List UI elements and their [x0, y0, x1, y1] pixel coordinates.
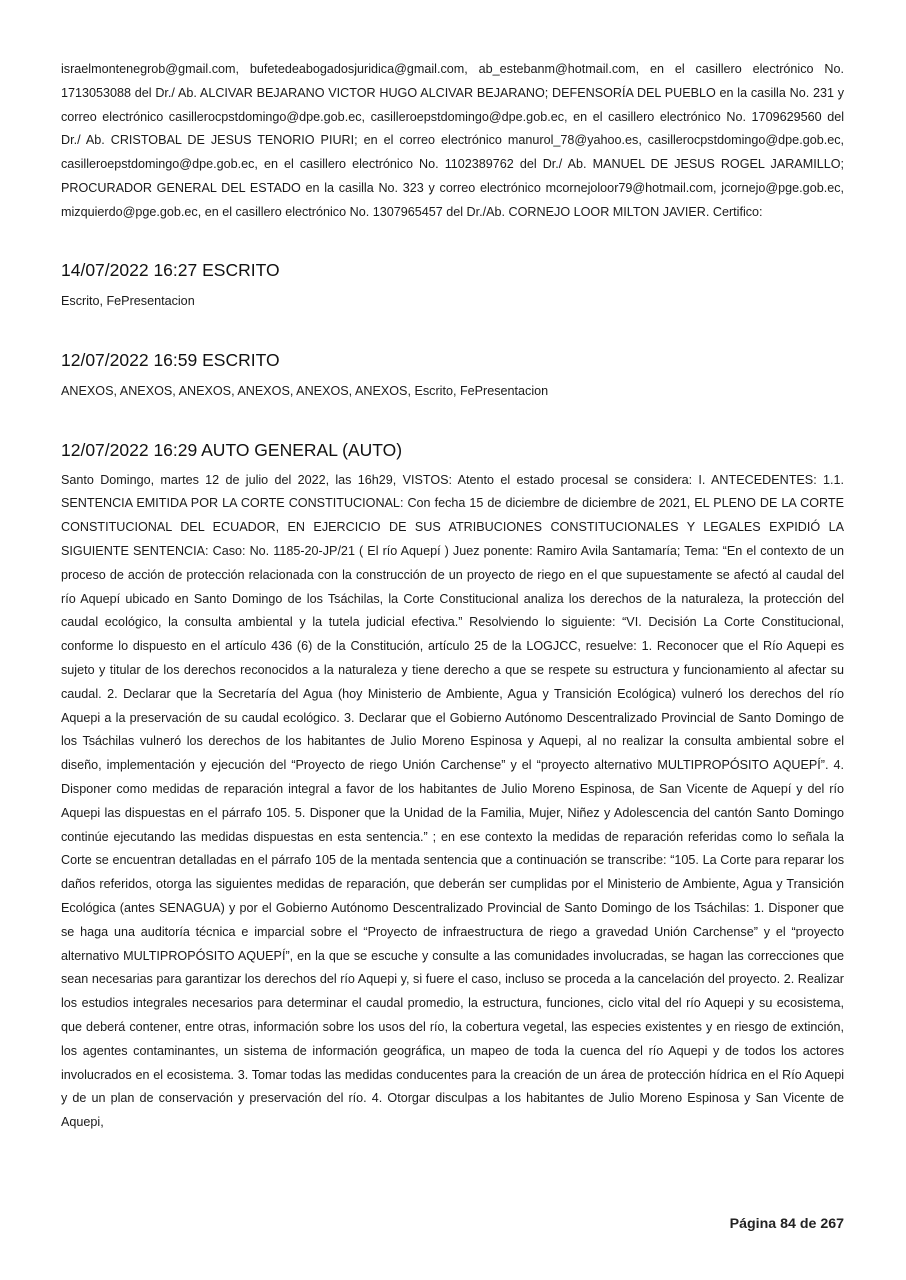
entry-escrito-2 — [61, 348, 844, 401]
entry-title: 12/07/2022 16:59 ESCRITO — [61, 349, 280, 370]
intro-paragraph: israelmontenegrob@gmail.com, bufetedeabogadosjuridica@gmail.com, ab_estebanm@hotmail.com, en el casillero electrónico No. 1713053088 del Dr./ Ab. ALCIVAR BEJARANO VICTOR HUGO ALCIVAR BEJARANO; DEFENSORÍA DEL PUEBLO en la casilla No. 231 y correo electrónico casillerocpstdomingo@dpe.gob.ec, casilleroepstdomingo@dpe.gob.ec, en el casillero electrónico No. 1709629560 del Dr./ Ab. CRISTOBAL DE JESUS TENORIO PIURI; en el correo electrónico manurol_78@yahoo.es, casillerocpstdomingo@dpe.gob.ec, casilleroepstdomingo@dpe.gob.ec, en el casillero electrónico No. 1102389762 del Dr./ Ab. MANUEL DE JESUS ROGEL JARAMILLO; PROCURADOR GENERAL DEL ESTADO en la casilla No. 323 y correo electrónico mcornejoloor79@hotmail.com, jcornejo@pge.gob.ec, mizquierdo@pge.gob.ec, en el casillero electrónico No. 1307965457 del Dr./Ab. CORNEJO LOOR MILTON JAVIER. Certifico: — [61, 62, 844, 219]
entry-body: ANEXOS, ANEXOS, ANEXOS, ANEXOS, ANEXOS, ANEXOS, Escrito, FePresentacion — [61, 383, 549, 398]
document-page — [61, 58, 844, 1135]
entry-body: Santo Domingo, martes 12 de julio del 2022, las 16h29, VISTOS: Atento el estado procesal se considera: I. ANTECEDENTES: 1.1. SENTENCIA EMITIDA POR LA CORTE CONSTITUCIONAL: Con fecha 15 de diciembre de diciembre de 2021, EL PLENO DE LA CORTE CONSTITUCIONAL DEL ECUADOR, EN EJERCICIO DE SUS ATRIBUCIONES CONSTITUCIONALES Y LEGALES EXPIDIÓ LA SIGUIENTE SENTENCIA: Caso: No. 1185-20-JP/21 ( El río Aquepí ) Juez ponente: Ramiro Avila Santamaría; Tema: “En el contexto de un proceso de acción de protección relacionada con la construcción de un proyecto de riego en el que supuestamente se afectó al caudal del río Aquepí ubicado en Santo Domingo de los Tsáchilas, la Corte Constitucional analiza los derechos de la naturaleza, la protección del caudal ecológico, la consulta ambiental y la tutela judicial efectiva.” Resolviendo lo siguiente: “VI. Decisión La Corte Constitucional, conforme lo dispuesto en el artículo 436 (6) de la Constitución, artículo 25 de la LOGJCC, resuelve: 1. Reconocer que el Río Aquepi es sujeto y titular de los derechos reconocidos a la naturaleza y tiene derecho a que se respete su estructura y funcionamiento al afectar su caudal. 2. Declarar que la Secretaría del Agua (hoy Ministerio de Ambiente, Agua y Transición Ecológica) vulneró los derechos del río Aquepi a la preservación de su caudal ecológico. 3. Declarar que el Gobierno Autónomo Descentralizado Provincial de Santo Domingo de los Tsáchilas vulneró los derechos de los habitantes de Julio Moreno Espinosa y Aquepi, al no realizar la consulta ambiental sobre el diseño, implementación y ejecución del “Proyecto de riego Unión Carchense” y el “proyecto alternativo MULTIPROPÓSITO AQUEPÍ”. 4. Disponer como medidas de reparación integral a favor de los habitantes de Julio Moreno Espinosa, de San Vicente de Aquepí y del río Aquepi las dispuestas en el párrafo 105. 5. Disponer que la Unidad de la Familia, Mujer, Niñez y Adolescencia del cantón Santo Domingo continúe ejecutando las medidas dispuestas en esta sentencia.” ; en ese contexto la medidas de reparación referidas como lo señala la Corte se encuentran detalladas en el párrafo 105 de la mentada sentencia que a continuación se transcribe: “105. La Corte para reparar los daños referidos, otorga las siguientes medidas de reparación, que deberán ser cumplidas por el Ministerio de Ambiente, Agua y Transición Ecológica (antes SENAGUA) y por el Gobierno Autónomo Descentralizado Provincial de Santo Domingo de los Tsáchilas: 1. Disponer que se haga una auditoría técnica e imparcial sobre el “Proyecto de infraestructura de riego a gravedad Unión Carchense” y el “proyecto alternativo MULTIPROPÓSITO AQUEPÍ”, en la que se escuche y consulte a las comunidades involucradas, se hagan las correcciones que sean necesarias para garantizar los derechos del río Aquepi y, si fuere el caso, incluso se proceda a la cancelación del proyecto. 2. Realizar los estudios integrales necesarios para determinar el caudal promedio, la estructura, funciones, ciclo vital del río Aquepi y su ecosistema, que deberá contener, entre otras, información sobre los usos del río, la cobertura vegetal, las especies existentes y en riesgo de extinción, los agentes contaminantes, un sistema de información geográfica, un mapeo de toda la cuenca del río Aquepi y de todos los actores involucrados en el ecosistema. 3. Tomar todas las medidas conducentes para la creación de un área de protección hídrica en el Río Aquepi y de un plan de conservación y preservación del río. 4. Otorgar disculpas a los habitantes de Julio Moreno Espinosa y San Vicente de Aquepi, — [61, 472, 844, 1130]
entry-body: Escrito, FePresentacion — [61, 293, 195, 308]
entry-title: 14/07/2022 16:27 ESCRITO — [61, 259, 280, 280]
entry-auto-general — [61, 438, 844, 1135]
entry-title: 12/07/2022 16:29 AUTO GENERAL (AUTO) — [61, 439, 403, 460]
entry-escrito-1 — [61, 258, 844, 311]
page-number: Página 84 de 267 — [729, 1216, 844, 1232]
